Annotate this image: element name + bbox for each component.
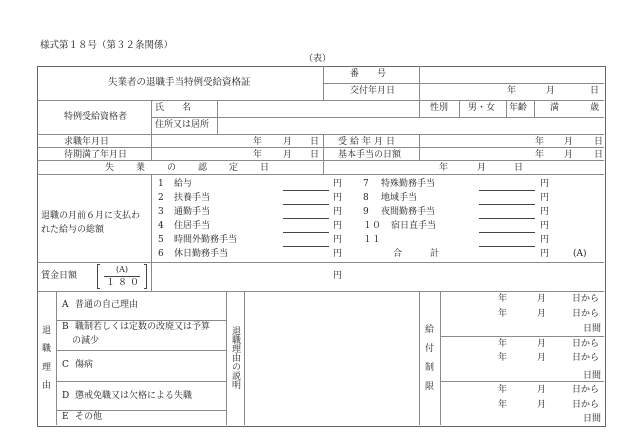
item-no: 2 xyxy=(158,193,164,203)
year-unit: 年 xyxy=(498,353,508,363)
reason-code: D xyxy=(62,391,70,401)
amount-field[interactable] xyxy=(479,190,535,191)
reason-text: 懲戒免職又は欠格による失職 xyxy=(75,391,193,401)
daily-wage-label: 賃金日額 xyxy=(41,271,78,281)
item-name: 扶養手当 xyxy=(174,193,211,203)
benefit-date-label: 受給年月日 xyxy=(338,137,399,147)
days-unit: 日間 xyxy=(583,324,602,334)
item-no: １１ xyxy=(363,235,382,245)
cert-year: 年 xyxy=(439,163,449,173)
cert-label-char: 定 xyxy=(229,163,239,173)
restriction-label-char: 付 xyxy=(425,344,435,354)
from-unit: 日から xyxy=(572,353,600,363)
item-no: 9 xyxy=(363,207,369,217)
item-no: 6 xyxy=(158,249,164,259)
from-unit: 日から xyxy=(572,309,600,319)
waiting-end-year: 年 xyxy=(253,150,263,160)
yen-unit: 円 xyxy=(540,249,550,259)
address-field[interactable] xyxy=(218,118,603,133)
item-name: 休日勤務手当 xyxy=(174,249,229,259)
yen-unit: 円 xyxy=(333,221,343,231)
cert-label-char: 業 xyxy=(136,163,146,173)
formula-bracket xyxy=(97,264,147,289)
month-unit: 月 xyxy=(537,385,547,395)
reason-code: A xyxy=(62,300,69,310)
certificate-title: 失業者の退職手当特例受給資格証 xyxy=(108,77,251,88)
item-no: 8 xyxy=(363,193,369,203)
reason-code: B xyxy=(62,322,69,332)
yen-unit: 円 xyxy=(333,207,343,217)
job-seek-day: 日 xyxy=(310,137,320,147)
reason-code: E xyxy=(62,412,69,422)
item-no: 7 xyxy=(363,179,369,189)
item-name: 通勤手当 xyxy=(174,207,211,217)
formula-denominator: １８０ xyxy=(106,278,143,288)
item-name: 住居手当 xyxy=(174,221,211,231)
yen-unit: 円 xyxy=(540,235,550,245)
address-label: 住所又は居所 xyxy=(155,120,210,130)
item-name: 給与 xyxy=(174,179,193,189)
issue-date-year: 年 xyxy=(507,86,517,96)
yen-unit: 円 xyxy=(540,193,550,203)
item-no: 1 xyxy=(158,179,164,189)
cert-label-char: 認 xyxy=(198,163,208,173)
amount-field[interactable] xyxy=(283,218,329,219)
age-suffix: 歳 xyxy=(590,103,600,113)
age-prefix: 満 xyxy=(550,103,560,113)
cert-label-char: 失 xyxy=(105,163,115,173)
waiting-end-month: 月 xyxy=(283,150,293,160)
cert-day: 日 xyxy=(514,163,524,173)
amount-field[interactable] xyxy=(479,204,535,205)
from-unit: 日から xyxy=(572,294,600,304)
total-label: 合 xyxy=(393,249,403,259)
item-name: 夜間勤務手当 xyxy=(381,207,436,217)
reason-text: その他 xyxy=(75,412,103,422)
year-unit: 年 xyxy=(498,385,508,395)
month-unit: 月 xyxy=(537,339,547,349)
reason-text: の減少 xyxy=(72,336,100,346)
from-unit: 日から xyxy=(572,385,600,395)
cert-label-char: 日 xyxy=(260,163,270,173)
waiting-end-date-label: 待期満了年月日 xyxy=(64,150,128,160)
retirement-label-char: 退 xyxy=(42,326,52,336)
basic-daily-month: 月 xyxy=(564,150,574,160)
item-no: 5 xyxy=(158,235,164,245)
amount-field[interactable] xyxy=(283,204,329,205)
benefit-day: 日 xyxy=(594,137,604,147)
waiting-end-day: 日 xyxy=(310,150,320,160)
wages-label-line2: れた給与の総額 xyxy=(41,225,105,235)
yen-unit: 円 xyxy=(333,179,343,189)
month-unit: 月 xyxy=(537,309,547,319)
reason-text: 職制若しくは定数の改廃又は予算 xyxy=(75,322,211,332)
side-label: （表） xyxy=(304,54,332,64)
cert-month: 月 xyxy=(477,163,487,173)
item-name: 時間外勤務手当 xyxy=(174,235,238,245)
recipient-label: 特例受給資格者 xyxy=(64,112,128,122)
daily-wage-yen: 円 xyxy=(333,271,343,281)
year-unit: 年 xyxy=(498,339,508,349)
amount-field[interactable] xyxy=(479,218,535,219)
basic-daily-label: 基本手当の日額 xyxy=(338,150,402,160)
retirement-label-char: 職 xyxy=(42,344,52,354)
job-seek-month: 月 xyxy=(283,137,293,147)
restriction-label-char: 給 xyxy=(425,325,435,335)
yen-unit: 円 xyxy=(540,179,550,189)
amount-field[interactable] xyxy=(283,232,329,233)
month-unit: 月 xyxy=(537,400,547,410)
amount-field[interactable] xyxy=(283,246,329,247)
form-number: 様式第１８号（第３２条関係） xyxy=(40,40,174,51)
job-seek-year: 年 xyxy=(253,137,263,147)
amount-field[interactable] xyxy=(479,246,535,247)
restriction-label-char: 限 xyxy=(425,382,435,392)
name-field[interactable] xyxy=(218,101,418,116)
name-label: 氏 名 xyxy=(155,103,192,113)
item-no: １０ xyxy=(363,221,382,231)
total-marker: (A) xyxy=(573,249,587,259)
item-name: 特殊勤務手当 xyxy=(381,179,436,189)
total-label: 計 xyxy=(430,249,440,259)
sex-value[interactable]: 男・女 xyxy=(468,103,496,113)
yen-unit: 円 xyxy=(540,207,550,217)
issue-date-month: 月 xyxy=(546,86,556,96)
restriction-label-char: 制 xyxy=(425,363,435,373)
yen-unit: 円 xyxy=(333,249,343,259)
issue-date-label: 交付年月日 xyxy=(350,86,396,96)
sex-label: 性別 xyxy=(430,103,449,113)
month-unit: 月 xyxy=(537,353,547,363)
yen-unit: 円 xyxy=(333,193,343,203)
basic-daily-day: 日 xyxy=(594,150,604,160)
yen-unit: 円 xyxy=(333,235,343,245)
explanation-field[interactable] xyxy=(245,292,418,424)
item-name: 地域手当 xyxy=(381,193,418,203)
year-unit: 年 xyxy=(498,309,508,319)
number-label: 番 号 xyxy=(350,69,387,79)
amount-field[interactable] xyxy=(479,232,535,233)
retirement-label-char: 理 xyxy=(42,363,52,373)
year-unit: 年 xyxy=(498,400,508,410)
days-unit: 日間 xyxy=(583,371,602,381)
item-no: 4 xyxy=(158,221,164,231)
wages-label-line1: 退職の月前６月に支払わ xyxy=(41,211,141,221)
days-unit: 日間 xyxy=(583,414,602,424)
number-field[interactable] xyxy=(420,67,604,83)
benefit-month: 月 xyxy=(564,137,574,147)
year-unit: 年 xyxy=(498,294,508,304)
job-seek-date-label: 求職年月日 xyxy=(64,137,110,147)
item-no: 3 xyxy=(158,207,164,217)
amount-field[interactable] xyxy=(283,190,329,191)
basic-daily-year: 年 xyxy=(535,150,545,160)
yen-unit: 円 xyxy=(540,221,550,231)
issue-date-day: 日 xyxy=(590,86,600,96)
age-label: 年齢 xyxy=(509,103,528,113)
benefit-year: 年 xyxy=(535,137,545,147)
from-unit: 日から xyxy=(572,400,600,410)
reason-text: 普通の自己理由 xyxy=(75,300,139,310)
formula-numerator: (A) xyxy=(116,265,129,274)
explanation-label: 退職理由の説明 xyxy=(230,326,240,389)
from-unit: 日から xyxy=(572,339,600,349)
cert-label-char: の xyxy=(167,163,177,173)
item-name: 宿日直手当 xyxy=(391,221,437,231)
reason-text: 傷病 xyxy=(75,360,94,370)
retirement-label-char: 由 xyxy=(42,381,52,391)
month-unit: 月 xyxy=(537,294,547,304)
reason-code: C xyxy=(62,360,69,370)
